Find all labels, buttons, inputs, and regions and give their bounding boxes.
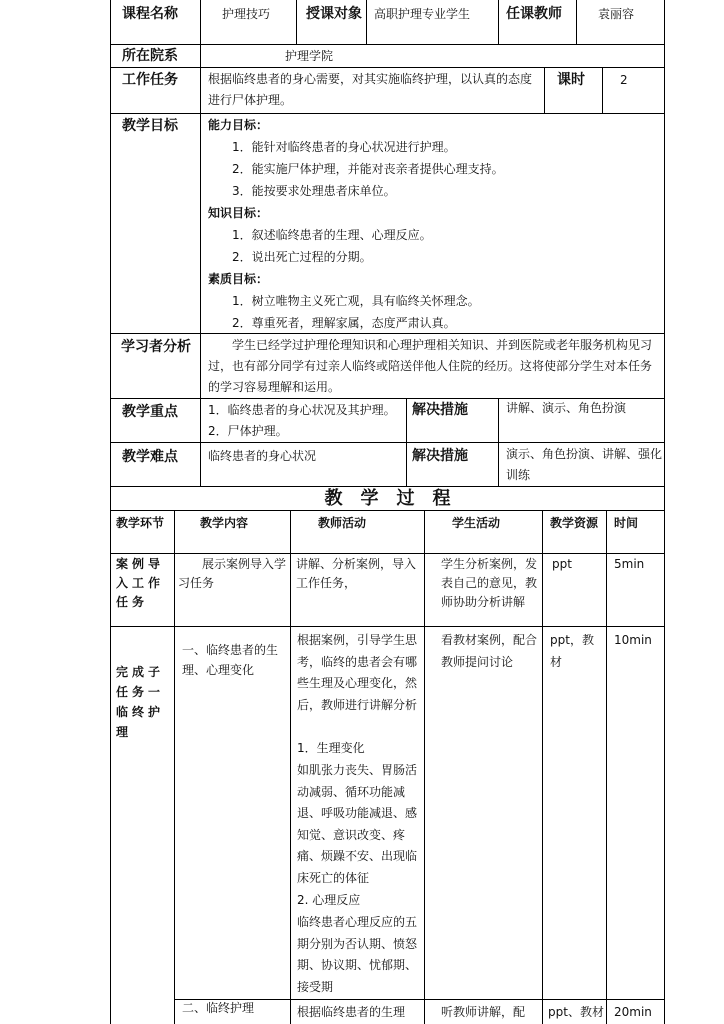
quality-item: 1．树立唯物主义死亡观，具有临终关怀理念。 xyxy=(232,294,480,308)
ability-item: 3．能按要求处理患者床单位。 xyxy=(232,184,396,198)
course-name: 护理技巧 xyxy=(222,7,271,21)
row2-time: 10min xyxy=(614,633,652,647)
key-measure-label: 解决措施 xyxy=(412,402,468,418)
process-title: 教学过程 xyxy=(324,488,469,509)
dept-label: 所在院系 xyxy=(122,48,178,64)
ability-item: 2．能实施尸体护理，并能对丧亲者提供心理支持。 xyxy=(232,162,504,176)
dept-value: 护理学院 xyxy=(285,49,334,63)
col-header-content: 教学内容 xyxy=(200,516,249,530)
task-label: 工作任务 xyxy=(122,72,178,88)
task-value: 根据临终患者的身心需要，对其实施临终护理，以认真的态度进行尸体护理。 xyxy=(208,72,533,107)
teacher-label: 任课教师 xyxy=(506,6,562,22)
key-measure: 讲解、演示、角色扮演 xyxy=(506,401,627,415)
row3-student: 听教师讲解，配 xyxy=(441,1005,526,1019)
learner-value: 学生已经学过护理伦理知识和心理护理相关知识、并到医院或老年服务机构见习过，也有部分同学有过亲人临终或陪送伴他人住院的经历。这将使部分学生对本任务的学习容易理解和运用。 xyxy=(208,338,653,394)
quality-item: 2．尊重死者，理解家属，态度严肃认真。 xyxy=(232,316,456,330)
col-header-teacher: 教师活动 xyxy=(318,516,367,530)
col-header-stage: 教学环节 xyxy=(116,516,165,530)
row1-stage: 案例导入工作任务 xyxy=(116,557,165,609)
ability-item: 1．能针对临终患者的身心状况进行护理。 xyxy=(232,140,456,154)
col-header-resource: 教学资源 xyxy=(550,516,599,530)
row1-teacher: 讲解、分析案例，导入工作任务， xyxy=(296,557,417,590)
key-item: 1．临终患者的身心状况及其护理。 xyxy=(208,403,396,417)
knowledge-title: 知识目标： xyxy=(208,206,269,220)
row2-stage: 完成子任务一临终护理 xyxy=(116,665,165,739)
teacher-name: 袁丽容 xyxy=(598,7,635,21)
row1-student: 学生分析案例，发表自己的意见，教师协助分析讲解 xyxy=(441,557,538,609)
row2-resource: ppt，教材 xyxy=(550,633,594,669)
ability-title: 能力目标： xyxy=(208,118,269,132)
row2-content: 一、临终患者的生理、心理变化 xyxy=(182,643,279,677)
course-name-label: 课程名称 xyxy=(122,6,178,22)
row3-time: 20min xyxy=(614,1005,652,1019)
knowledge-item: 1．叙述临终患者的生理、心理反应。 xyxy=(232,228,432,242)
row2-teacher-sub1: 1．生理变化 xyxy=(297,741,365,755)
col-header-student: 学生活动 xyxy=(452,516,501,530)
row2-student: 看教材案例，配合教师提问讨论 xyxy=(441,633,538,669)
audience-label: 授课对象 xyxy=(306,6,362,22)
col-header-time: 时间 xyxy=(614,516,639,530)
difficulty-measure: 演示、角色扮演、讲解、强化训练 xyxy=(506,447,663,482)
difficulty-label: 教学难点 xyxy=(122,449,178,465)
learner-label: 学习者分析 xyxy=(121,339,191,355)
difficulty-measure-label: 解决措施 xyxy=(412,448,468,464)
row3-resource: ppt、教材 xyxy=(548,1005,604,1019)
knowledge-item: 2．说出死亡过程的分期。 xyxy=(232,250,372,264)
hours-label: 课时 xyxy=(557,72,585,88)
goals-label: 教学目标 xyxy=(122,118,178,134)
quality-title: 素质目标： xyxy=(208,272,269,286)
row1-time: 5min xyxy=(614,557,645,571)
audience: 高职护理专业学生 xyxy=(374,7,471,21)
row1-resource: ppt xyxy=(552,557,572,571)
difficulty-value: 临终患者的身心状况 xyxy=(208,449,317,463)
row2-teacher-sub2: 2. 心理反应 xyxy=(297,893,361,907)
row3-content: 二、临终护理 xyxy=(182,1001,255,1015)
row2-teacher-sub2-text: 临终患者心理反应的五期分别为否认期、愤怒期、协议期、忧郁期、接受期 xyxy=(297,915,418,994)
row2-teacher-sub1-text: 如肌张力丧失、胃肠活动减弱、循环功能减退、呼吸功能减退、感知觉、意识改变、疼痛、烦躁不安、出现临床死亡的体征 xyxy=(297,763,418,885)
row3-teacher: 根据临终患者的生理 xyxy=(297,1005,406,1019)
key-label: 教学重点 xyxy=(122,404,178,420)
key-item: 2．尸体护理。 xyxy=(208,424,288,438)
row1-content: 展示案例导入学习任务 xyxy=(178,557,287,590)
hours-value: 2 xyxy=(620,73,628,87)
row2-teacher: 根据案例，引导学生思考，临终的患者会有哪些生理及心理变化，然后，教师进行讲解分析 xyxy=(297,633,418,712)
